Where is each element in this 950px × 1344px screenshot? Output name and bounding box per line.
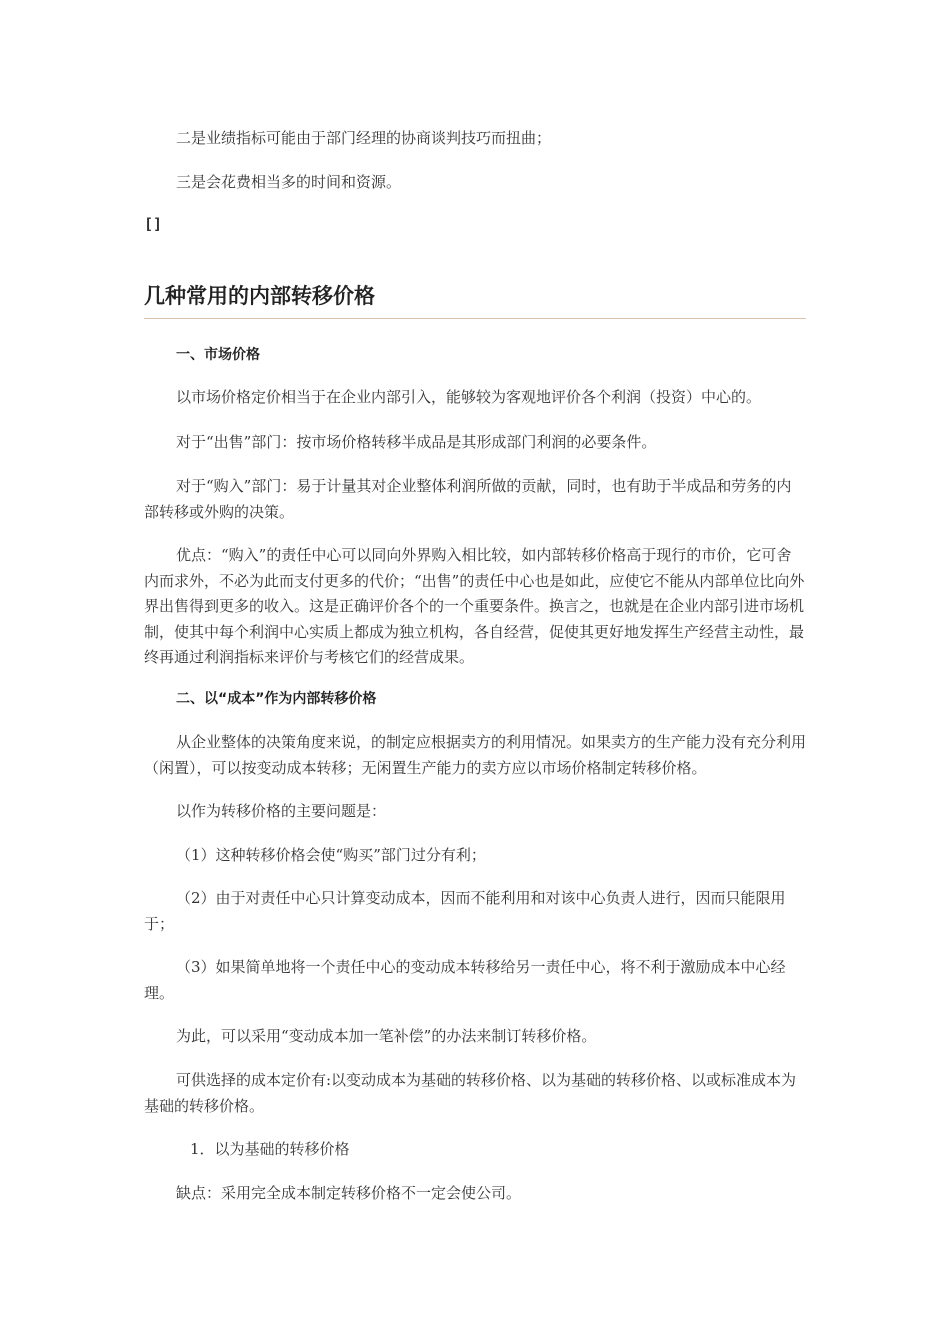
paragraph-compensation-method: 为此，可以采用“变动成本加一笔补偿”的办法来制订转移价格。	[176, 1027, 597, 1045]
bracket-placeholder: []	[144, 215, 163, 233]
paragraph-advantages: 优点：“购入”的责任中心可以同向外界购入相比较，如内部转移价格高于现行的市价，它可舍内而求外，不必为此而支付更多的代价；“出售”的责任中心也是如此，应使它不能从内部单位比向外界出售得到更多的收入。这是正确评价各个的一个重要条件。换言之，也就是在企业内部引进市场机制，使其中每个利润中心实质上都成为独立机构，各自经营，促使其更好地发挥生产经营主动性，最终再通过利润指标来评价与考核它们的经营成果。	[144, 546, 805, 666]
paragraph-market-price-intro: 以市场价格定价相当于在企业内部引入，能够较为客观地评价各个利润（投资）中心的。	[176, 388, 762, 406]
list-item-problem-3: （3）如果简单地将一个责任中心的变动成本转移给另一责任中心，将不利于激励成本中心经理。	[144, 958, 786, 1002]
subheading-market-price: 一、市场价格	[176, 347, 260, 363]
title-divider	[144, 318, 806, 319]
paragraph-decision-perspective: 从企业整体的决策角度来说，的制定应根据卖方的利用情况。如果卖方的生产能力没有充分利用（闲置），可以按变动成本转移；无闲置生产能力的卖方应以市场价格制定转移价格。	[144, 733, 807, 777]
numbered-heading-1: 1．以为基础的转移价格	[190, 1140, 350, 1158]
paragraph-time-resources: 三是会花费相当多的时间和资源。	[176, 173, 402, 191]
list-item-problem-1: （1）这种转移价格会使“购买”部门过分有利；	[176, 846, 486, 864]
paragraph-cost-options: 可供选择的成本定价有:以变动成本为基础的转移价格、以为基础的转移价格、以或标准成本为基础的转移价格。	[144, 1071, 797, 1115]
paragraph-performance-distortion: 二是业绩指标可能由于部门经理的协商谈判技巧而扭曲；	[176, 129, 552, 147]
paragraph-selling-dept: 对于“出售”部门：按市场价格转移半成品是其形成部门利润的必要条件。	[176, 433, 657, 451]
paragraph-main-problems: 以作为转移价格的主要问题是：	[176, 802, 387, 820]
subheading-cost-transfer: 二、以“成本”作为内部转移价格	[176, 691, 377, 707]
paragraph-buying-dept: 对于“购入”部门：易于计量其对企业整体利润所做的贡献，同时，也有助于半成品和劳务的内部转移或外购的决策。	[144, 477, 792, 521]
section-title: 几种常用的内部转移价格	[144, 284, 375, 308]
paragraph-disadvantage: 缺点：采用完全成本制定转移价格不一定会使公司。	[176, 1184, 522, 1202]
list-item-problem-2: （2）由于对责任中心只计算变动成本，因而不能利用和对该中心负责人进行，因而只能限用于；	[144, 889, 786, 933]
